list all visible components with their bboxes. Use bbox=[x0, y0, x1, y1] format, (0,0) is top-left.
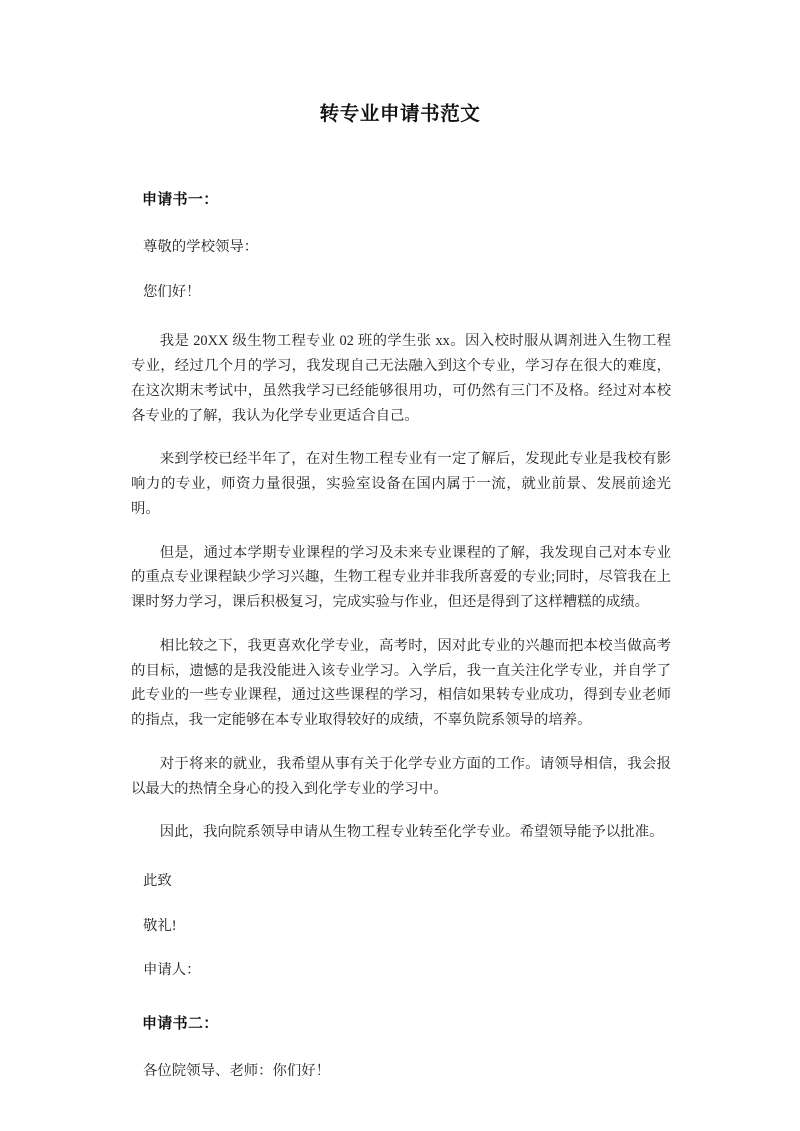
paragraph: 但是，通过本学期专业课程的学习及未来专业课程的了解，我发现自己对本专业的重点专业课程缺少学习兴趣，生物工程专业并非我所喜爱的专业;同时，尽管我在上课时努力学习，课后积极复习，完成实验与作业，但还是得到了这样糟糕的成绩。 bbox=[131, 544, 671, 611]
salutation-one: 尊敬的学校领导： bbox=[143, 239, 259, 255]
spacer bbox=[131, 209, 671, 237]
greeting-one: 您们好！ bbox=[143, 283, 201, 300]
paragraph: 因此，我向院系领导申请从生物工程专业转至化学专业。希望领导能予以批准。 bbox=[159, 824, 664, 841]
spacer bbox=[131, 259, 671, 282]
paragraph: 我是 20XX 级生物工程专业 02 班的学生张 xx。因入校时服从调剂进入生物工程专业，经过几个月的学习，我发现自己无法融入到这个专业，学习存在很大的难度，在这次期末考试中，虽然我学习已经能够很用功，可仍然有三门不及格。经过对本校各专业的了解，我认为化学专业更适合自己。 bbox=[131, 333, 671, 424]
spacer bbox=[131, 893, 671, 916]
spacer bbox=[131, 733, 671, 752]
spacer bbox=[131, 982, 671, 1012]
paragraph: 来到学校已经半年了，在对生物工程专业有一定了解后，发现此专业是我校有影响力的专业，师资力量很强，实验室设备在国内属于一流，就业前景、发展前途光明。 bbox=[131, 451, 671, 517]
paragraph: 对于将来的就业，我希望从事有关于化学专业方面的工作。请领导相信，我会报以最大的热情全身心的投入到化学专业的学习中。 bbox=[131, 755, 671, 797]
spacer bbox=[131, 303, 671, 329]
closing-line-jingli: 敬礼! bbox=[143, 917, 177, 934]
spacer bbox=[131, 1033, 671, 1061]
section-heading-one: 申请书一： bbox=[142, 192, 219, 208]
section-heading-two: 申请书二： bbox=[142, 1016, 219, 1033]
closing-line-applicant: 申请人： bbox=[143, 962, 201, 979]
spacer bbox=[131, 428, 671, 447]
spacer bbox=[131, 937, 671, 960]
paragraph: 相比较之下，我更喜欢化学专业，高考时，因对此专业的兴趣而把本校当做高考的目标，遗憾的是我没能进入该专业学习。入学后，我一直关注化学专业，并自学了此专业的一些专业课程，通过这些课程的学习，相信如果转专业成功，得到专业老师的指点，我一定能够在本专业取得较好的成绩，不辜负院系领导的培养。 bbox=[131, 637, 671, 729]
spacer bbox=[131, 615, 671, 634]
spacer bbox=[131, 801, 671, 820]
spacer bbox=[131, 522, 671, 541]
document-body bbox=[131, 188, 671, 1083]
spacer bbox=[131, 845, 671, 871]
page-title: 转专业申请书范文 bbox=[319, 104, 481, 125]
salutation-two: 各位院领导、老师：你们好！ bbox=[143, 1063, 331, 1080]
closing-line-cizhi: 此致 bbox=[143, 873, 172, 890]
